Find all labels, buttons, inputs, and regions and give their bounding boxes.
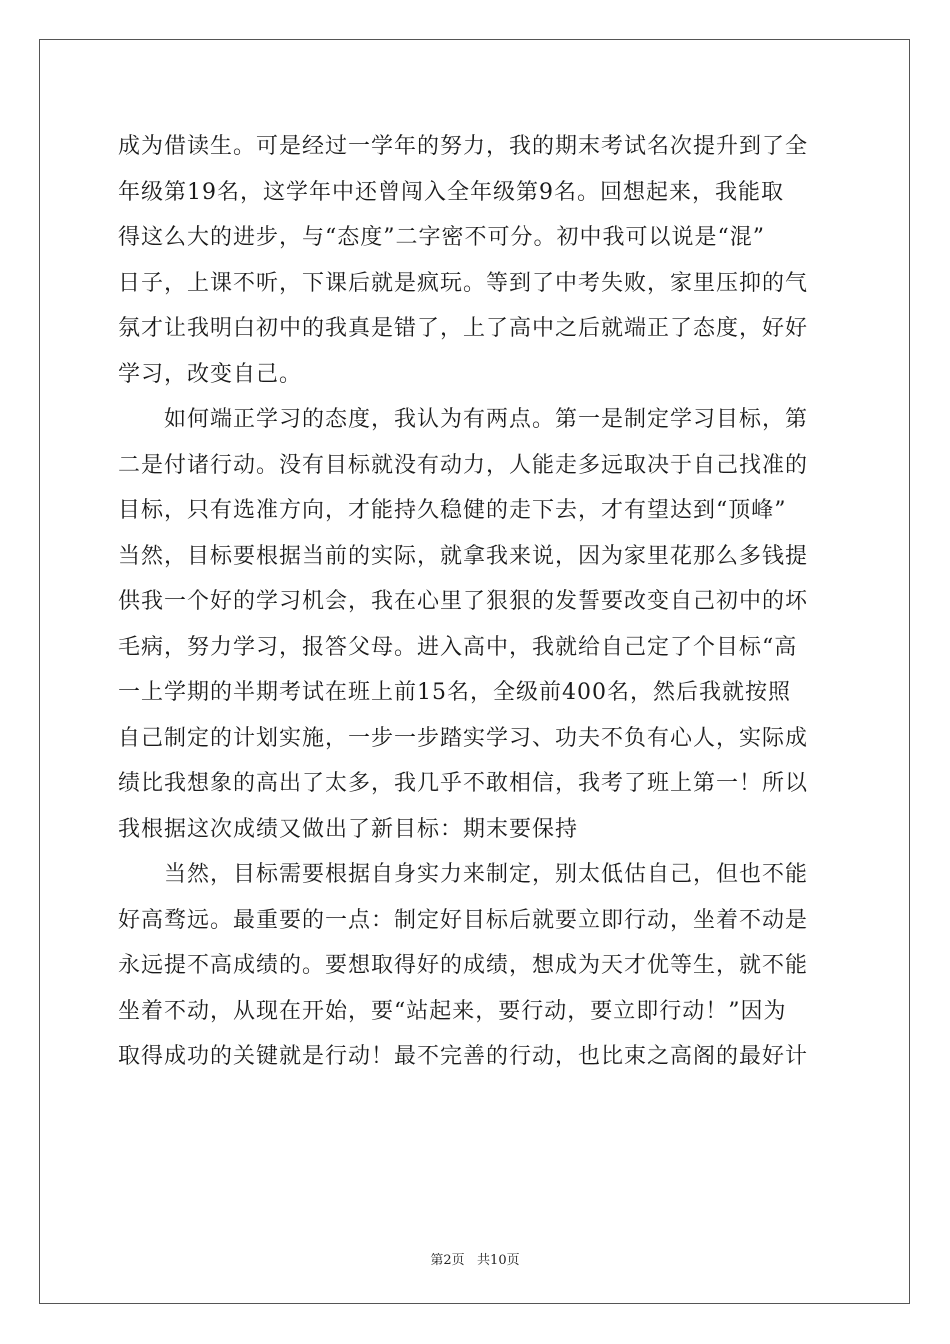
text-line: 我根据这次成绩又做出了新目标：期末要保持 <box>118 816 579 842</box>
text-line: 日子，上课不听，下课后就是疯玩。等到了中考失败，家里压抑的气 <box>118 270 809 296</box>
text-line: 当然，目标要根据当前的实际，就拿我来说，因为家里花那么多钱提 <box>118 543 809 569</box>
text-line: 得这么大的进步，与“态度”二字密不可分。初中我可以说是“混” <box>118 225 765 250</box>
text-line: 坐着不动，从现在开始，要“站起来，要行动，要立即行动！”因为 <box>118 998 787 1024</box>
text-line: 当然，目标需要根据自身实力来制定，别太低估自己，但也不能 <box>164 862 809 887</box>
text-line: 一上学期的半期考试在班上前15名，全级前400名，然后我就按照 <box>118 680 791 705</box>
text-line: 取得成功的关键就是行动！最不完善的行动，也比束之高阁的最好计 <box>118 1044 809 1069</box>
text-line: 绩比我想象的高出了太多，我几乎不敢相信，我考了班上第一！所以 <box>118 771 809 796</box>
text-line: 成为借读生。可是经过一学年的努力，我的期末考试名次提升到了全 <box>118 134 809 159</box>
text-line: 如何端正学习的态度，我认为有两点。第一是制定学习目标，第 <box>164 407 809 432</box>
paragraph-1 <box>118 124 834 397</box>
text-line: 供我一个好的学习机会，我在心里了狠狠的发誓要改变自己初中的坏 <box>118 589 809 614</box>
document-body <box>118 124 834 1080</box>
page-number-footer: 第2页 共10页 <box>430 1253 520 1268</box>
text-line: 年级第19名，这学年中还曾闯入全年级第9名。回想起来，我能取 <box>118 179 784 205</box>
text-line: 永远提不高成绩的。要想取得好的成绩，想成为天才优等生，就不能 <box>118 953 809 978</box>
text-line: 二是付诸行动。没有目标就没有动力，人能走多远取决于自己找准的 <box>118 452 809 478</box>
text-line: 好高骛远。最重要的一点：制定好目标后就要立即行动，坐着不动是 <box>118 907 809 933</box>
text-line: 学习，改变自己。 <box>118 361 303 387</box>
paragraph-3 <box>118 852 834 1080</box>
text-line: 氛才让我明白初中的我真是错了，上了高中之后就端正了态度，好好 <box>118 316 809 341</box>
paragraph-2 <box>118 397 834 852</box>
text-line: 自己制定的计划实施，一步一步踏实学习、功夫不负有心人，实际成 <box>118 725 809 751</box>
text-line: 毛病，努力学习，报答父母。进入高中，我就给自己定了个目标“高 <box>118 634 798 660</box>
text-line: 目标，只有选准方向，才能持久稳健的走下去，才有望达到“顶峰” <box>118 498 787 523</box>
